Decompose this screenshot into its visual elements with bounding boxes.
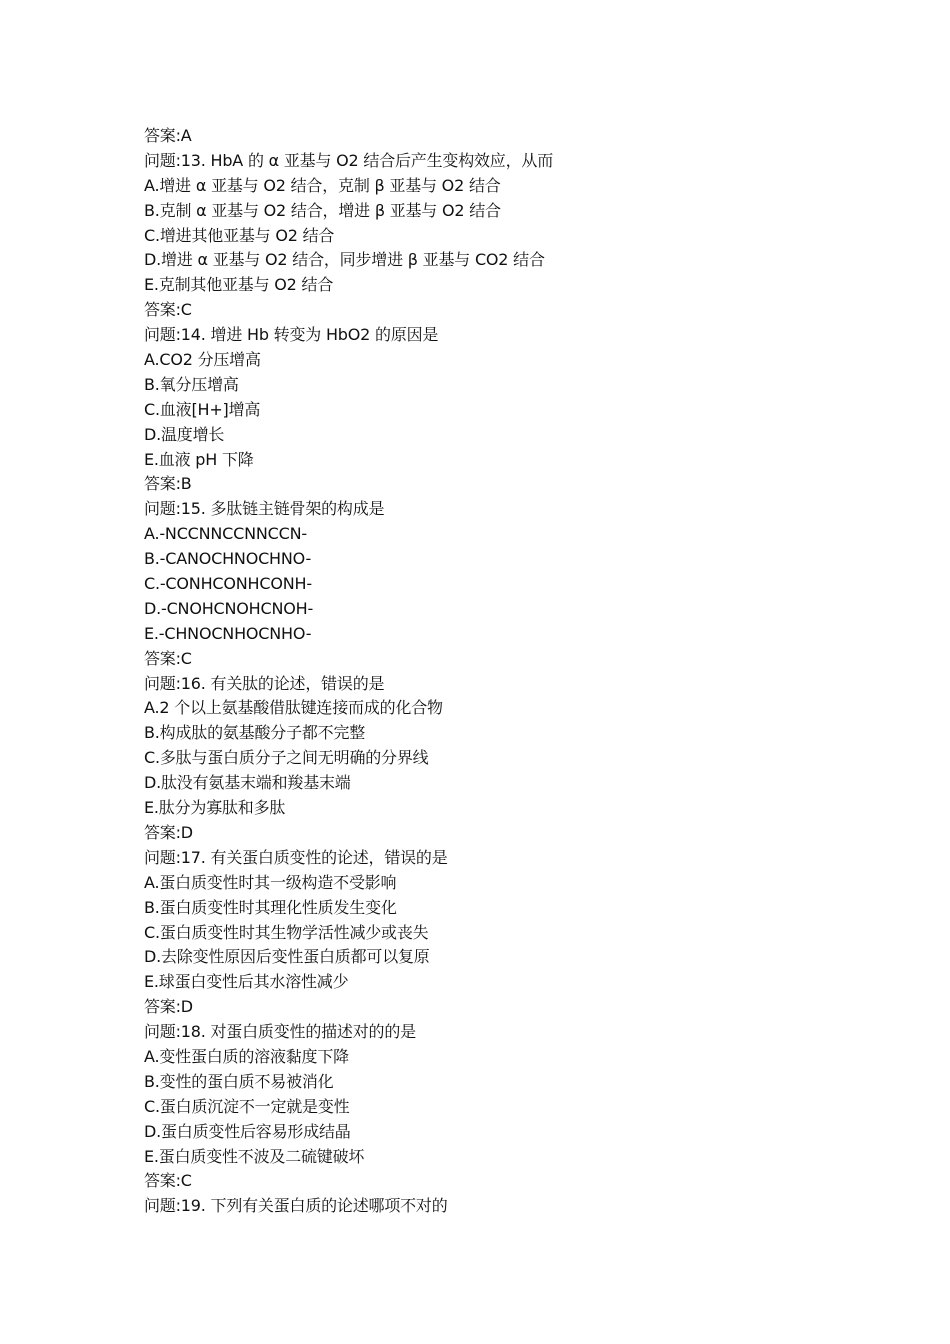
question-18-option-c: C.蛋白质沉淀不一定就是变性 [144, 1096, 350, 1116]
question-14-answer: 答案:B [144, 474, 192, 494]
question-18-option-e: E.蛋白质变性不波及二硫键破坏 [144, 1146, 365, 1166]
question-16-option-c: C.多肽与蛋白质分子之间无明确的分界线 [144, 748, 429, 768]
question-16-stem: 问题:16. 有关肽的论述，错误的是 [144, 673, 385, 693]
question-15-option-a: A.-NCCNNCCNNCCN- [144, 524, 307, 544]
question-16-option-b: B.构成肽的氨基酸分子都不完整 [144, 723, 366, 743]
question-13-answer: 答案:C [144, 300, 192, 320]
question-14-stem: 问题:14. 增进 Hb 转变为 HbO2 的原因是 [144, 325, 439, 345]
question-15-option-b: B.-CANOCHNOCHNO- [144, 549, 312, 569]
question-17-stem: 问题:17. 有关蛋白质变性的论述，错误的是 [144, 847, 448, 867]
question-13-option-a: A.增进 α 亚基与 O2 结合，克制 β 亚基与 O2 结合 [144, 175, 501, 195]
question-18-stem: 问题:18. 对蛋白质变性的描述对的的是 [144, 1022, 416, 1042]
question-13-option-e: E.克制其他亚基与 O2 结合 [144, 275, 334, 295]
question-14-option-a: A.CO2 分压增高 [144, 350, 261, 370]
question-17-option-b: B.蛋白质变性时其理化性质发生变化 [144, 897, 397, 917]
question-13-stem: 问题:13. HbA 的 α 亚基与 O2 结合后产生变构效应，从而 [144, 150, 554, 170]
question-13-option-d: D.增进 α 亚基与 O2 结合，同步增进 β 亚基与 CO2 结合 [144, 250, 545, 270]
answer-line: 答案:A [144, 126, 192, 145]
question-17-option-a: A.蛋白质变性时其一级构造不受影响 [144, 872, 397, 892]
question-16-option-e: E.肽分为寡肽和多肽 [144, 798, 286, 818]
question-14-option-c: C.血液[H+]增高 [144, 399, 261, 419]
question-18-option-d: D.蛋白质变性后容易形成结晶 [144, 1121, 351, 1141]
question-18-answer: 答案:C [144, 1171, 192, 1191]
question-16-answer: 答案:D [144, 822, 193, 842]
question-15-option-d: D.-CNOHCNOHCNOH- [144, 598, 314, 618]
question-15-answer: 答案:C [144, 648, 192, 668]
question-17-option-c: C.蛋白质变性时其生物学活性减少或丧失 [144, 922, 429, 942]
question-18-option-b: B.变性的蛋白质不易被消化 [144, 1071, 334, 1091]
question-19-stem: 问题:19. 下列有关蛋白质的论述哪项不对的 [144, 1196, 448, 1216]
question-15-option-c: C.-CONHCONHCONH- [144, 574, 312, 594]
question-15-stem: 问题:15. 多肽链主链骨架的构成是 [144, 499, 385, 519]
question-17-answer: 答案:D [144, 997, 193, 1017]
question-14-option-d: D.温度增长 [144, 424, 225, 444]
question-17-option-d: D.去除变性原因后变性蛋白质都可以复原 [144, 947, 430, 967]
question-16-option-a: A.2 个以上氨基酸借肽键连接而成的化合物 [144, 698, 443, 718]
question-13-option-b: B.克制 α 亚基与 O2 结合，增进 β 亚基与 O2 结合 [144, 200, 501, 220]
question-15-option-e: E.-CHNOCNHOCNHO- [144, 623, 312, 643]
question-16-option-d: D.肽没有氨基末端和羧基末端 [144, 773, 351, 793]
question-17-option-e: E.球蛋白变性后其水溶性减少 [144, 972, 349, 992]
document-body [144, 124, 884, 1219]
question-14-option-b: B.氧分压增高 [144, 374, 239, 394]
question-18-option-a: A.变性蛋白质的溶液黏度下降 [144, 1046, 349, 1066]
question-14-option-e: E.血液 pH 下降 [144, 449, 254, 469]
question-13-option-c: C.增进其他亚基与 O2 结合 [144, 225, 335, 245]
